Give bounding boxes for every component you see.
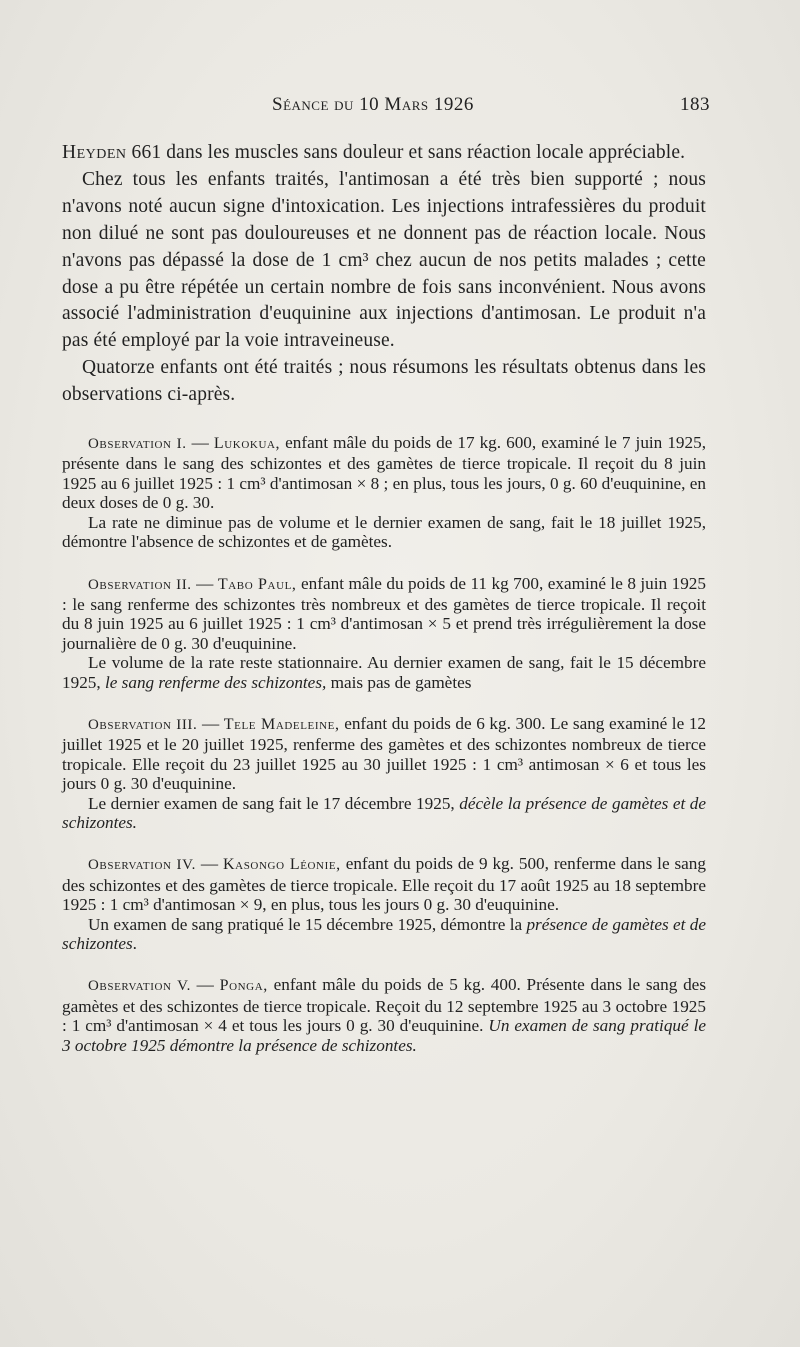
observation-paragraph: Observation I. — Lukokua, enfant mâle du poids de 17 kg. 600, examiné le 7 juin 1925, présente dans le sang des schizontes et des gamètes de tierce tropicale. Il reçoit du 8 juin 1925 au 6 juillet 1925 : 1 cm³ d'antimosan × 8 ; en plus, tous les jours, 0 g. 60 d'euquinine, en deux doses de 0 g. 30.	[62, 433, 706, 513]
patient-name: Kasongo Léonie,	[223, 856, 341, 874]
observation-paragraph: Observation III. — Tele Madeleine, enfant du poids de 6 kg. 300. Le sang examiné le 12 juillet 1925 et le 20 juillet 1925, renferme des gamètes et des schizontes nombreux de tierce tropicale. Elle reçoit du 23 juillet 1925 au 30 juillet 1925 : 1 cm³ antimosan × 6 et tous les jours 0 g. 30 d'euquinine.	[62, 713, 707, 794]
observation-result	[62, 513, 706, 552]
observation-5	[62, 975, 706, 1055]
observation-result-after: mais pas de gamètes	[326, 672, 472, 692]
observation-result-after: .	[132, 934, 137, 953]
observation-result-text: Le volume de la rate reste stationnaire. Au dernier examen de sang, fait le 15 décembre 1925,	[62, 653, 706, 692]
observation-result	[62, 794, 706, 833]
observation-text: enfant mâle du poids de 11 kg 700, examiné le 8 juin 1925 : le sang renferme des schizontes très nombreux et des gamètes de tierce tropicale. Il reçoit du 8 juin 1925 au 6 juillet 1925 : 1 cm³ d'antimosan × 5 et prend très irrégulièrement la dose journalière de 0 g. 30 d'euquinine.	[62, 573, 706, 653]
observation-paragraph: Observation V. — Ponga, enfant mâle du poids de 5 kg. 400. Présente dans le sang des gamètes et des schizontes de tierce tropicale. Reçoit du 12 septembre 1925 au 3 octobre 1925 : 1 cm³ d'antimosan × 4 et tous les jours 0 g. 30 d'euquinine. Un examen de sang pratiqué le 3 octobre 1925 démontre la présence de schizontes.	[62, 975, 707, 1055]
observation-result	[62, 653, 706, 692]
observation-4	[62, 854, 706, 953]
page-number: 183	[680, 94, 710, 115]
page-content	[62, 140, 706, 1055]
intro-paragraph-2: Chez tous les enfants traités, l'antimosan a été très bien supporté ; nous n'avons noté aucun signe d'intoxication. Les injections intrafessières du produit non dilué ne sont pas douloureuses et ne donnent pas de réaction locale. Nous n'avons pas dépassé la dose de 1 cm³ chez aucun de nos petits malades ; cette dose a pu être répétée un certain nombre de fois sans inconvénient. Nous avons associé l'administration d'euquinine aux injections d'antimosan. Le produit n'a pas été employé par la voie intraveineuse.	[62, 168, 706, 352]
patient-name: Ponga,	[219, 977, 268, 995]
patient-name: Tele Madeleine,	[223, 715, 340, 733]
observation-text: enfant du poids de 6 kg. 300. Le sang examiné le 12 juillet 1925 et le 20 juillet 1925, renferme des gamètes et des schizontes nombreux de tierce tropicale. Elle reçoit du 23 juillet 1925 au 30 juillet 1925 : 1 cm³ antimosan × 6 et tous les jours 0 g. 30 d'euquinine.	[62, 713, 707, 794]
observation-paragraph: Observation II. — Tabo Paul, enfant mâle du poids de 11 kg 700, examiné le 8 juin 1925 : le sang renferme des schizontes très nombreux et des gamètes de tierce tropicale. Il reçoit du 8 juin 1925 au 6 juillet 1925 : 1 cm³ d'antimosan × 5 et prend très irrégulièrement la dose journalière de 0 g. 30 d'euquinine.	[62, 573, 706, 653]
patient-name: Lukokua,	[213, 435, 281, 453]
observation-result-emphasis: le sang renferme des schizontes,	[104, 672, 327, 692]
intro-paragraph-1	[62, 140, 706, 167]
observation-label: Observation IV.	[88, 857, 196, 874]
observation-text: enfant mâle du poids de 17 kg. 600, examiné le 7 juin 1925, présente dans le sang des schizontes et des gamètes de tierce tropicale. Il reçoit du 8 juin 1925 au 6 juillet 1925 : 1 cm³ d'antimosan × 8 ; en plus, tous les jours, 0 g. 60 d'euquinine, en deux doses de 0 g. 30.	[62, 433, 706, 513]
intro-paragraph-3: Quatorze enfants ont été traités ; nous résumons les résultats obtenus dans les observations ci-après.	[62, 357, 706, 406]
observation-3	[62, 714, 706, 832]
observation-label: Observation II.	[88, 576, 192, 593]
observation-2	[62, 574, 706, 692]
running-head: Séance du 10 Mars 1926	[272, 94, 474, 115]
observation-result-text: La rate ne diminue pas de volume et le dernier examen de sang, fait le 18 juillet 1925, démontre l'absence de schizontes et de gamètes.	[62, 512, 706, 552]
observation-1	[62, 433, 706, 551]
observation-label: Observation I.	[88, 436, 187, 453]
observation-result-emphasis: présence de gamètes et de schizontes	[62, 914, 707, 953]
observation-result-text: Le dernier examen de sang fait le 17 décembre 1925,	[88, 793, 460, 813]
observation-text: enfant du poids de 9 kg. 500, renferme dans le sang des schizontes et des gamètes de tierce tropicale. Elle reçoit du 17 août 1925 au 18 septembre 1925 : 1 cm³ d'antimosan × 9, en plus, tous les jours 0 g. 30 d'euquinine.	[62, 854, 706, 915]
author-name: Heyden	[62, 142, 127, 163]
observation-label: Observation V.	[88, 978, 191, 995]
observation-paragraph: Observation IV. — Kasongo Léonie, enfant du poids de 9 kg. 500, renferme dans le sang des schizontes et des gamètes de tierce tropicale. Elle reçoit du 17 août 1925 au 18 septembre 1925 : 1 cm³ d'antimosan × 9, en plus, tous les jours 0 g. 30 d'euquinine.	[62, 854, 706, 915]
observation-result-emphasis: décèle la présence de gamètes et de schizontes.	[62, 793, 706, 832]
observation-text: enfant mâle du poids de 5 kg. 400. Présente dans le sang des gamètes et des schizontes de tierce tropicale. Reçoit du 12 septembre 1925 au 3 octobre 1925 : 1 cm³ d'antimosan × 4 et tous les jours 0 g. 30 d'euquinine.	[62, 975, 707, 1036]
observation-label: Observation III.	[88, 716, 198, 733]
observation-emphasis: Un examen de sang pratiqué le 3 octobre 1925 démontre la présence de schizontes.	[62, 1016, 706, 1055]
patient-name: Tabo Paul,	[217, 575, 297, 593]
observations-section	[62, 433, 706, 1055]
intro-section	[62, 140, 706, 409]
page-header	[92, 94, 710, 120]
intro-paragraph-1-text: 661 dans les muscles sans douleur et sans réaction locale appréciable.	[126, 142, 686, 163]
observation-result	[62, 915, 706, 954]
observation-result-text: Un examen de sang pratiqué le 15 décembre 1925, démontre la	[88, 914, 527, 934]
